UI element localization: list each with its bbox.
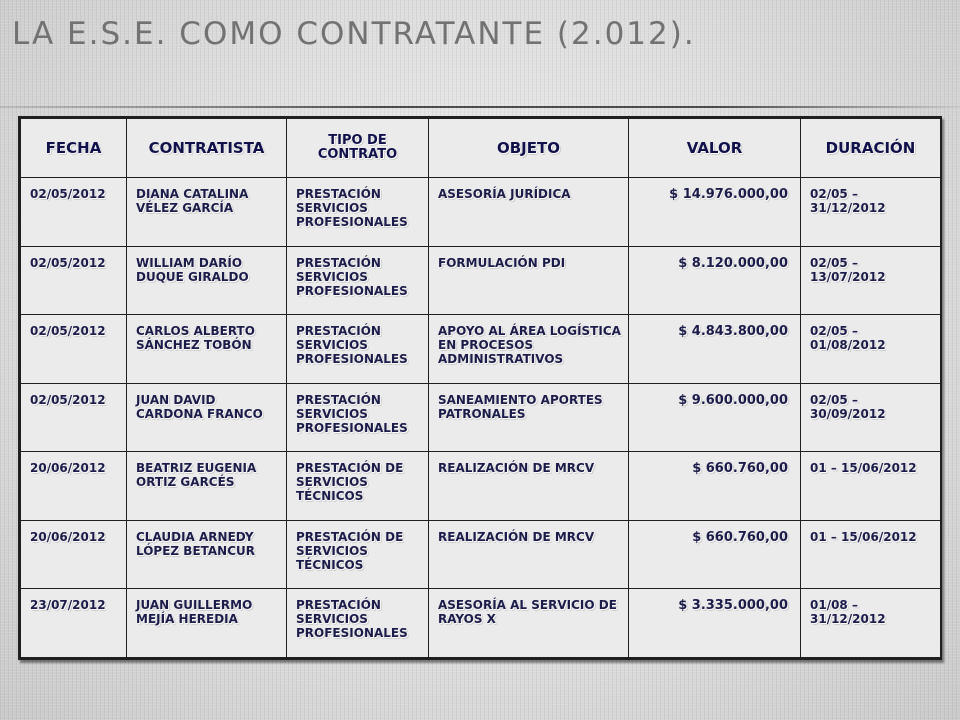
cell-tipo: PRESTACIÓN SERVICIOS PROFESIONALES <box>287 315 429 384</box>
table-header-row <box>21 119 941 178</box>
table-row <box>21 520 941 589</box>
cell-contratista: DIANA CATALINA VÉLEZ GARCÍA <box>127 178 287 247</box>
valor-amount: $ 9.600.000,00 <box>678 392 788 408</box>
valor-amount: $ 14.976.000,00 <box>669 187 788 202</box>
cell-valor <box>629 452 801 521</box>
valor-amount: $ 660.760,00 <box>692 461 788 477</box>
cell-valor <box>629 246 801 315</box>
cell-valor <box>629 520 801 589</box>
cell-objeto: ASESORÍA JURÍDICA <box>429 178 629 247</box>
cell-duracion: 01/08 – 31/12/2012 <box>801 589 941 658</box>
table-row <box>21 589 941 658</box>
cell-valor <box>629 589 801 658</box>
cell-objeto: ASESORÍA AL SERVICIO DE RAYOS X <box>429 589 629 658</box>
cell-valor <box>629 383 801 452</box>
contracts-table-frame <box>18 116 942 660</box>
header-contratista: CONTRATISTA <box>127 119 287 178</box>
cell-objeto: REALIZACIÓN DE MRCV <box>429 452 629 521</box>
cell-fecha: 02/05/2012 <box>21 246 127 315</box>
header-tipo-de-contrato: TIPO DE CONTRATO <box>287 119 429 178</box>
cell-duracion: 02/05 – 13/07/2012 <box>801 246 941 315</box>
table-row <box>21 383 941 452</box>
cell-valor <box>629 315 801 384</box>
cell-contratista: WILLIAM DARÍO DUQUE GIRALDO <box>127 246 287 315</box>
table-row <box>21 178 941 247</box>
cell-fecha: 02/05/2012 <box>21 178 127 247</box>
cell-tipo: PRESTACIÓN DE SERVICIOS TÉCNICOS <box>287 520 429 589</box>
cell-duracion: 02/05 – 31/12/2012 <box>801 178 941 247</box>
cell-duracion: 01 – 15/06/2012 <box>801 452 941 521</box>
cell-valor <box>629 178 801 247</box>
cell-contratista: CARLOS ALBERTO SÁNCHEZ TOBÓN <box>127 315 287 384</box>
cell-fecha: 02/05/2012 <box>21 315 127 384</box>
cell-fecha: 02/05/2012 <box>21 383 127 452</box>
cell-contratista: JUAN GUILLERMO MEJÍA HEREDIA <box>127 589 287 658</box>
cell-objeto: REALIZACIÓN DE MRCV <box>429 520 629 589</box>
cell-duracion: 01 – 15/06/2012 <box>801 520 941 589</box>
cell-tipo: PRESTACIÓN SERVICIOS PROFESIONALES <box>287 589 429 658</box>
cell-tipo: PRESTACIÓN SERVICIOS PROFESIONALES <box>287 246 429 315</box>
cell-objeto: SANEAMIENTO APORTES PATRONALES <box>429 383 629 452</box>
table-row <box>21 452 941 521</box>
cell-tipo: PRESTACIÓN SERVICIOS PROFESIONALES <box>287 178 429 247</box>
slide-title: LA E.S.E. COMO CONTRATANTE (2.012). <box>12 16 696 52</box>
header-fecha: FECHA <box>21 119 127 178</box>
header-valor: VALOR <box>629 119 801 178</box>
valor-amount: $ 4.843.800,00 <box>678 324 788 340</box>
cell-fecha: 20/06/2012 <box>21 520 127 589</box>
contracts-table <box>20 118 941 658</box>
valor-amount: $ 660.760,00 <box>692 529 788 545</box>
table-row <box>21 315 941 384</box>
cell-contratista: JUAN DAVID CARDONA FRANCO <box>127 383 287 452</box>
header-duracion: DURACIÓN <box>801 119 941 178</box>
cell-objeto: APOYO AL ÁREA LOGÍSTICA EN PROCESOS ADMINISTRATIVOS <box>429 315 629 384</box>
header-objeto: OBJETO <box>429 119 629 178</box>
valor-amount: $ 8.120.000,00 <box>678 255 788 271</box>
cell-objeto: FORMULACIÓN PDI <box>429 246 629 315</box>
cell-contratista: BEATRIZ EUGENIA ORTIZ GARCÉS <box>127 452 287 521</box>
valor-amount: $ 3.335.000,00 <box>678 598 788 614</box>
title-divider <box>0 106 960 108</box>
cell-fecha: 23/07/2012 <box>21 589 127 658</box>
cell-tipo: PRESTACIÓN DE SERVICIOS TÉCNICOS <box>287 452 429 521</box>
table-row <box>21 246 941 315</box>
cell-duracion: 02/05 – 01/08/2012 <box>801 315 941 384</box>
cell-duracion: 02/05 – 30/09/2012 <box>801 383 941 452</box>
cell-contratista: CLAUDIA ARNEDY LÓPEZ BETANCUR <box>127 520 287 589</box>
cell-fecha: 20/06/2012 <box>21 452 127 521</box>
cell-tipo: PRESTACIÓN SERVICIOS PROFESIONALES <box>287 383 429 452</box>
